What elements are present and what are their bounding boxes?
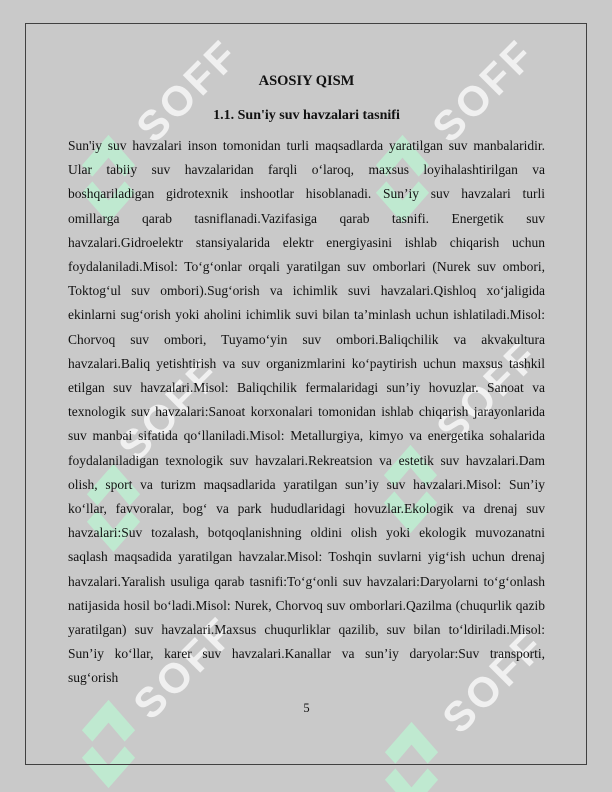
soff-watermark-text: SOFF [423,30,545,152]
soff-watermark-text: SOFF [427,331,549,453]
section-heading: 1.1. Sun'iy suv havzalari tasnifi [213,108,400,123]
soff-watermark-text: SOFF [109,349,231,471]
soff-watermark-text: SOFF [124,607,246,729]
body-paragraph: Sun'iy suv havzalari inson tomonidan turli maqsadlarda yaratilgan suv manbalaridir. Ular tabiiy suv havzalaridan farqli o‘laroq, maxsus loyihalashtirilgan va boshqariladigan gidrotexnik inshootlar hisoblanadi. Sun’iy suv havzalari turli omillarga qarab tasniflanadi.Vazifasiga qarab tasnifi. Energetik suv havzalari.Gidroelektr stansiyalarida elektr energiyasini ishlab chiqarish uchun foydalaniladi.Misol: To‘g‘onlar orqali yaratilgan suv omborlari (Nurek suv ombori, Toktog‘ul suv ombori).Sug‘orish va ichimlik suvi havzalari.Qishloq xo‘jaligida ekinlarni sug‘orish yoki aholini ichimlik suvi bilan ta’minlash uchun ishlatiladi.Misol: Chorvoq suv ombori, Tuyamo‘yin suv ombori.Baliqchilik va akvakultura havzalari.Baliq yetishtirish va suv organizmlarini ko‘paytirish uchun maxsus tashkil etilgan suv havzalari.Misol: Baliqchilik fermalaridagi sun’iy hovuzlar. Sanoat va texnologik suv havzalari:Sanoat korxonalari tomonidan ishlab chiqarish jarayonlarida suv manbai sifatida qo‘llaniladi.Misol: Metallurgiya, kimyo va energetika sohalarida foydalaniladigan texnologik suv havzalari.Rekreatsion va estetik suv havzalari.Dam olish, sport va turizm maqsadlarida yaratilgan sun’iy suv havzalari.Misol: Sun’iy ko‘llar, favvoralar, bog‘ va park hududlaridagi hovuzlar.Ekologik va drenaj suv havzalari:Suv tozalash, botqoqlanishning oldini olish yoki ekologik muvozanatni saqlash maqsadida yaratilgan havzalar.Misol: Toshqin suvlarni yig‘ish uchun drenaj havzalari.Yaralish usuliga qarab tasnifi:To‘g‘onli suv havzalari:Daryolarni to‘g‘onlash natijasida hosil bo‘ladi.Misol: Nurek, Chorvoq suv omborlari.Qazilma (chuqurlik qazib yaratilgan) suv havzalari.Maxsus chuqurliklar qazilib, suv bilan to‘ldiriladi.Misol: Sun’iy ko‘llar, karer suv havzalari.Kanallar va sun’iy daryolar:Suv transporti, sug‘orish [68,138,545,686]
soff-watermark-text: SOFF [127,30,249,152]
soff-watermark-text: SOFF [433,621,555,743]
page-number: 5 [303,701,310,715]
document-content [68,0,545,792]
page-title: ASOSIY QISM [258,73,355,89]
